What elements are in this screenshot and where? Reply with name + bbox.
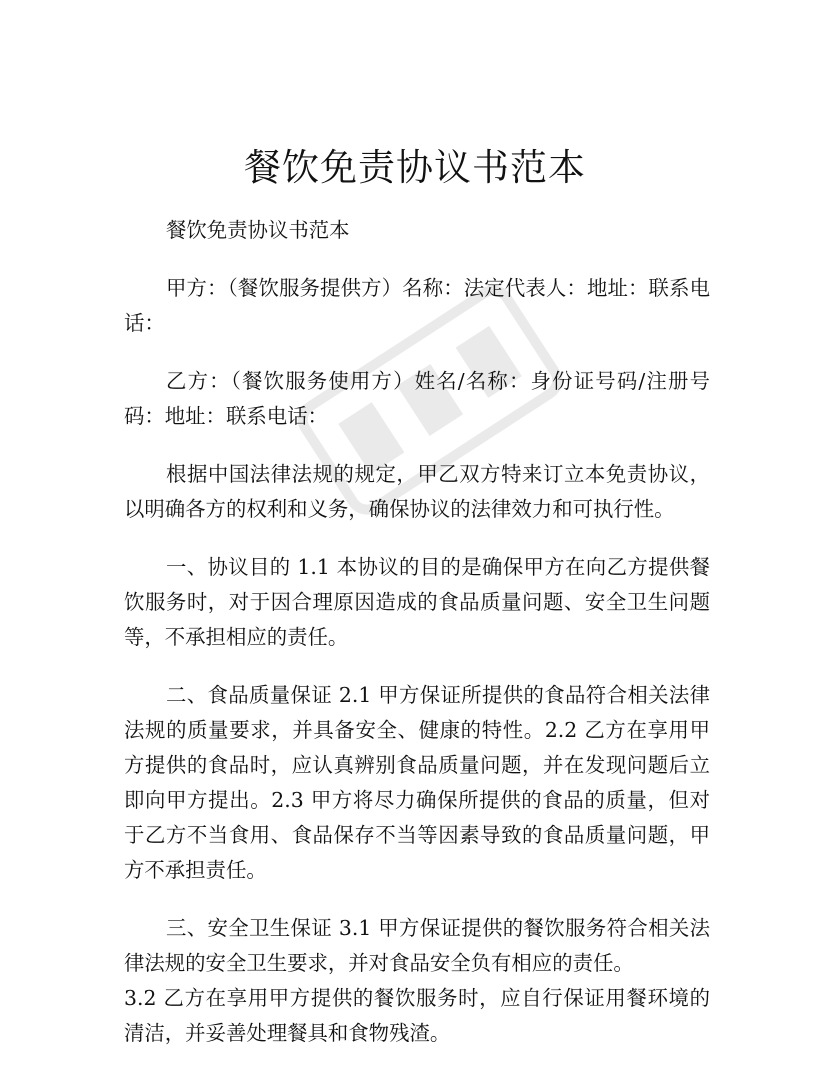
document-body bbox=[124, 213, 710, 1074]
section-1-paragraph: 一、协议目的 1.1 本协议的目的是确保甲方在向乙方提供餐饮服务时，对于因合理原因造成的食品质量问题、安全卫生问题等，不承担相应的责任。 bbox=[124, 555, 710, 649]
party-a-paragraph: 甲方：（餐饮服务提供方）名称：法定代表人：地址：联系电话： bbox=[124, 276, 710, 335]
subtitle-paragraph: 餐饮免责协议书范本 bbox=[166, 218, 350, 242]
section-2-paragraph: 二、食品质量保证 2.1 甲方保证所提供的食品符合相关法律法规的质量要求，并具备安全、健康的特性。2.2 乙方在享用甲方提供的食品时，应认真辨别食品质量问题，并在发现问题后立即向甲方提出。2.3 甲方将尽力确保所提供的食品的质量，但对于乙方不当食用、食品保存不当等因素导致的食品质量问题，甲方不承担责任。 bbox=[124, 683, 710, 882]
section-3-continuation: 3.2 乙方在享用甲方提供的餐饮服务时，应自行保证用餐环境的清洁，并妥善处理餐具和食物残渣。 bbox=[124, 986, 710, 1045]
document-title: 餐饮免责协议书范本 bbox=[244, 146, 586, 189]
preamble-paragraph: 根据中国法律法规的规定，甲乙双方特来订立本免责协议，以明确各方的权利和义务，确保协议的法律效力和可执行性。 bbox=[124, 462, 710, 521]
party-b-paragraph: 乙方：（餐饮服务使用方）姓名/名称：身份证号码/注册号码：地址：联系电话： bbox=[124, 369, 710, 428]
section-3-paragraph: 三、安全卫生保证 3.1 甲方保证提供的餐饮服务符合相关法律法规的安全卫生要求，并对食品安全负有相应的责任。 bbox=[124, 916, 710, 975]
